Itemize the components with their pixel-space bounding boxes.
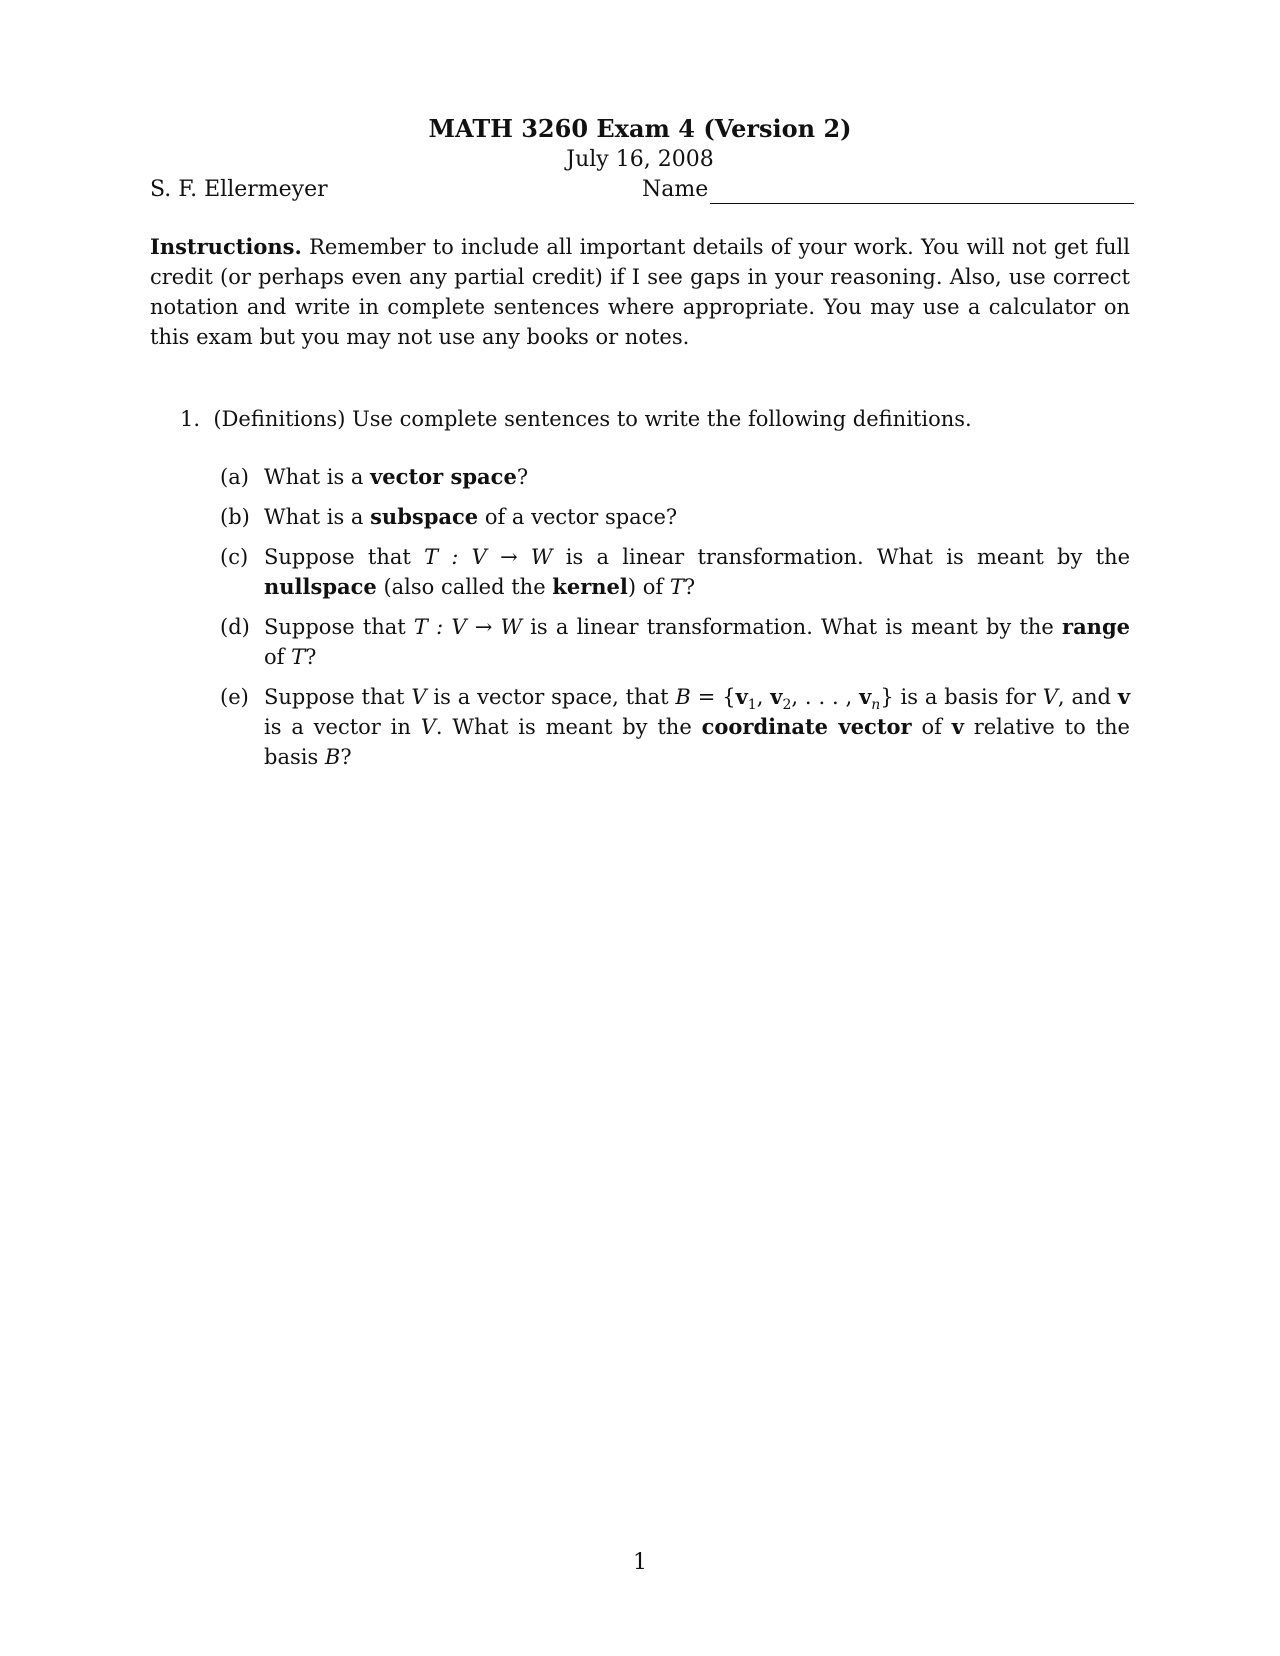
math-expression: T : V → W bbox=[424, 545, 553, 569]
part-label: (b) bbox=[220, 505, 250, 529]
part-text: What is a subspace of a vector space? bbox=[264, 504, 678, 529]
exam-date: July 16, 2008 bbox=[566, 147, 714, 172]
part-text: Suppose that T : V → W is a linear transformation. What is meant by the nullspace (also called the kernel) of T? bbox=[264, 545, 1130, 599]
page-number: 1 bbox=[633, 1550, 647, 1575]
part-label: (d) bbox=[220, 615, 250, 639]
problem-1-heading bbox=[180, 404, 1130, 434]
name-blank-line bbox=[710, 181, 1134, 204]
problem-text: (Definitions) Use complete sentences to write the following definitions. bbox=[213, 407, 972, 431]
author-name: S. F. Ellermeyer bbox=[150, 177, 328, 202]
instructions-label: Instructions. bbox=[150, 234, 302, 259]
name-label: Name bbox=[642, 177, 709, 202]
part-text: Suppose that V is a vector space, that $B = \{v_1$, $v_2$, . . . , $v_n$} is a basis for V, and v is a vector in V. What is meant by the coordinate vector of v relative to the basis B? bbox=[264, 684, 1131, 769]
instructions-paragraph bbox=[150, 232, 1130, 352]
instructions-text: Remember to include all important details of your work. You will not get full credit (or perhaps even any partial credit) if I see gaps in your reasoning. Also, use correct notation and write in complete sentences where appropriate. You may use a calculator on this exam but you may not use any books or notes. bbox=[150, 235, 1130, 349]
part-label: (a) bbox=[220, 465, 249, 489]
part-label: (e) bbox=[220, 685, 249, 709]
keyword: coordinate vector bbox=[701, 714, 912, 739]
part-b bbox=[220, 502, 1130, 532]
part-e bbox=[220, 682, 1130, 772]
keyword: nullspace bbox=[264, 574, 377, 599]
part-label: (c) bbox=[220, 545, 249, 569]
part-d bbox=[220, 612, 1130, 672]
keyword: range bbox=[1062, 614, 1130, 639]
part-text: Suppose that T : V → W is a linear transformation. What is meant by the range of T? bbox=[264, 614, 1130, 669]
part-text: What is a vector space? bbox=[264, 464, 529, 489]
part-c bbox=[220, 542, 1130, 602]
math-expression: T : V → W bbox=[413, 615, 523, 639]
keyword: subspace bbox=[370, 504, 479, 529]
part-a bbox=[220, 462, 1130, 492]
keyword: vector space bbox=[370, 464, 517, 489]
exam-title: MATH 3260 Exam 4 (Version 2) bbox=[428, 114, 852, 143]
problem-1-parts bbox=[220, 462, 1130, 782]
problem-number: 1. bbox=[180, 407, 201, 431]
student-name-field bbox=[642, 176, 1134, 204]
keyword: kernel bbox=[552, 574, 628, 599]
